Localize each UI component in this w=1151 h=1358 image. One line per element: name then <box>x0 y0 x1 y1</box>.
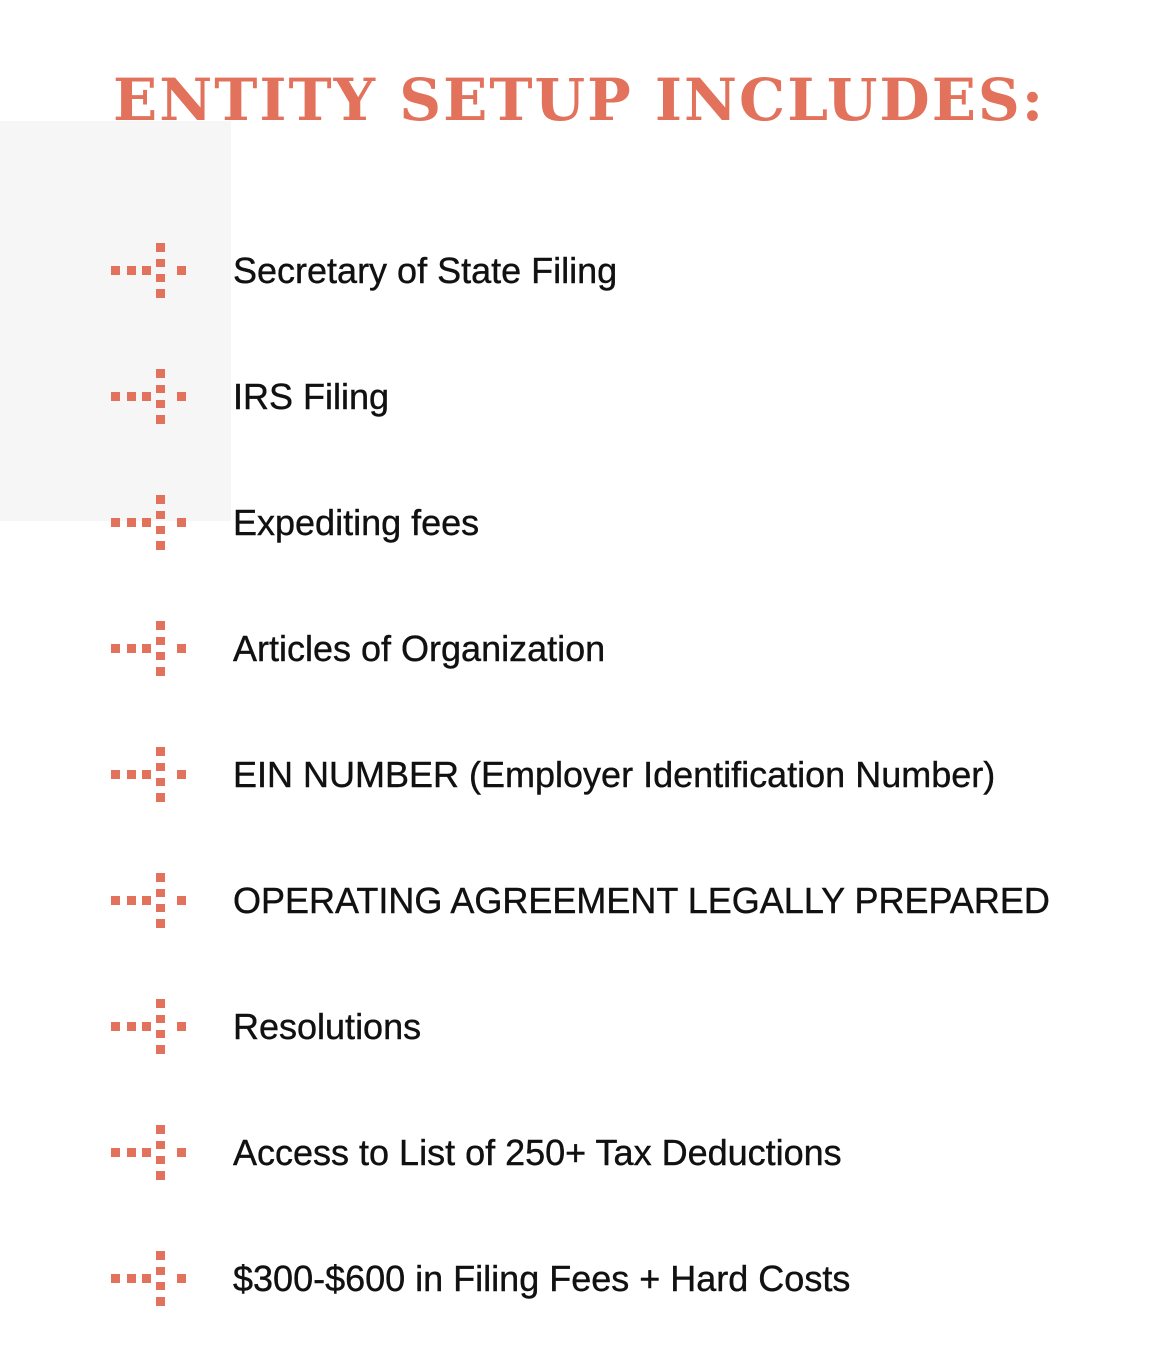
dotted-cross-icon <box>111 621 189 677</box>
list-item <box>111 1251 1111 1307</box>
dotted-cross-icon <box>111 747 189 803</box>
page-title: ENTITY SETUP INCLUDES: <box>113 66 1046 134</box>
list-item-label: EIN NUMBER (Employer Identification Number) <box>233 754 996 795</box>
list-item <box>111 747 1111 803</box>
list-item <box>111 495 1111 551</box>
list-item <box>111 243 1111 299</box>
list-item-label: IRS Filing <box>233 376 390 417</box>
list-item <box>111 621 1111 677</box>
list-item-label: Expediting fees <box>233 502 480 543</box>
background-panel <box>0 121 231 521</box>
list-item-label: Secretary of State Filing <box>233 250 618 291</box>
dotted-cross-icon <box>111 495 189 551</box>
list-item-label: Articles of Organization <box>233 628 606 669</box>
dotted-cross-icon <box>111 873 189 929</box>
list-item-label: $300-$600 in Filing Fees + Hard Costs <box>233 1258 851 1299</box>
dotted-cross-icon <box>111 369 189 425</box>
list-item <box>111 873 1111 929</box>
list-item <box>111 1125 1111 1181</box>
dotted-cross-icon <box>111 243 189 299</box>
dotted-cross-icon <box>111 1125 189 1181</box>
dotted-cross-icon <box>111 999 189 1055</box>
list-item-label: Access to List of 250+ Tax Deductions <box>233 1132 842 1173</box>
list-item-label: Resolutions <box>233 1006 422 1047</box>
list-item <box>111 369 1111 425</box>
list-item <box>111 999 1111 1055</box>
dotted-cross-icon <box>111 1251 189 1307</box>
list-item-label: OPERATING AGREEMENT LEGALLY PREPARED <box>233 880 1050 921</box>
